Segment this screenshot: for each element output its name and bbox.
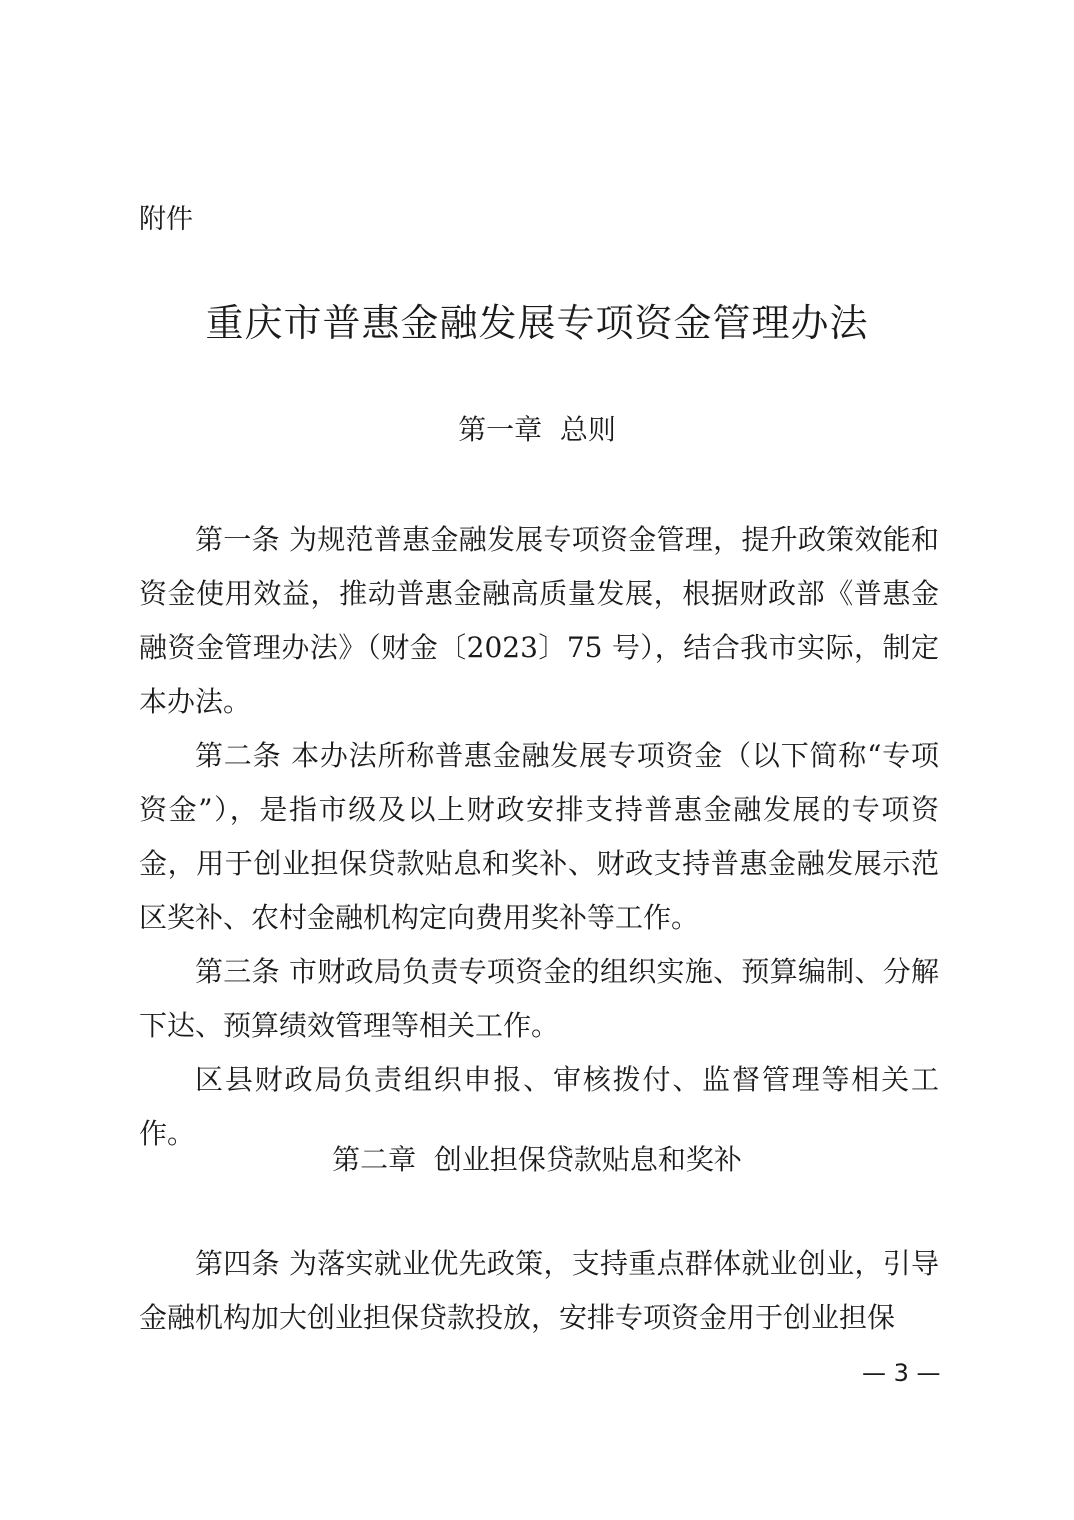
chapter-1-body (139, 513, 939, 1161)
article-3: 第三条 市财政局负责专项资金的组织实施、预算编制、分解下达、预算绩效管理等相关工作。 (139, 955, 939, 1042)
page-number: — 3 — (862, 1359, 941, 1387)
attachment-label: 附件 (139, 204, 193, 235)
article-2: 第二条 本办法所称普惠金融发展专项资金（以下简称“专项资金”），是指市级及以上财政安排支持普惠金融发展的专项资金，用于创业担保贷款贴息和奖补、财政支持普惠金融发展示范区奖补、农村金融机构定向费用奖补等工作。 (139, 739, 939, 934)
article-1: 第一条 为规范普惠金融发展专项资金管理，提升政策效能和资金使用效益，推动普惠金融高质量发展，根据财政部《普惠金融资金管理办法》（财金〔2023〕75 号），结合我市实际，制定本办法。 (139, 523, 939, 718)
article-4: 第四条 为落实就业优先政策，支持重点群体就业创业，引导金融机构加大创业担保贷款投放，安排专项资金用于创业担保 (139, 1247, 939, 1334)
document-title: 重庆市普惠金融发展专项资金管理办法 (205, 301, 869, 345)
article-3-continued: 区县财政局负责组织申报、审核拨付、监督管理等相关工作。 (139, 1063, 939, 1150)
chapter-2-body (139, 1237, 939, 1345)
chapter-heading-2: 第二章 创业担保贷款贴息和奖补 (332, 1143, 742, 1176)
chapter-heading-1: 第一章 总则 (458, 413, 616, 446)
